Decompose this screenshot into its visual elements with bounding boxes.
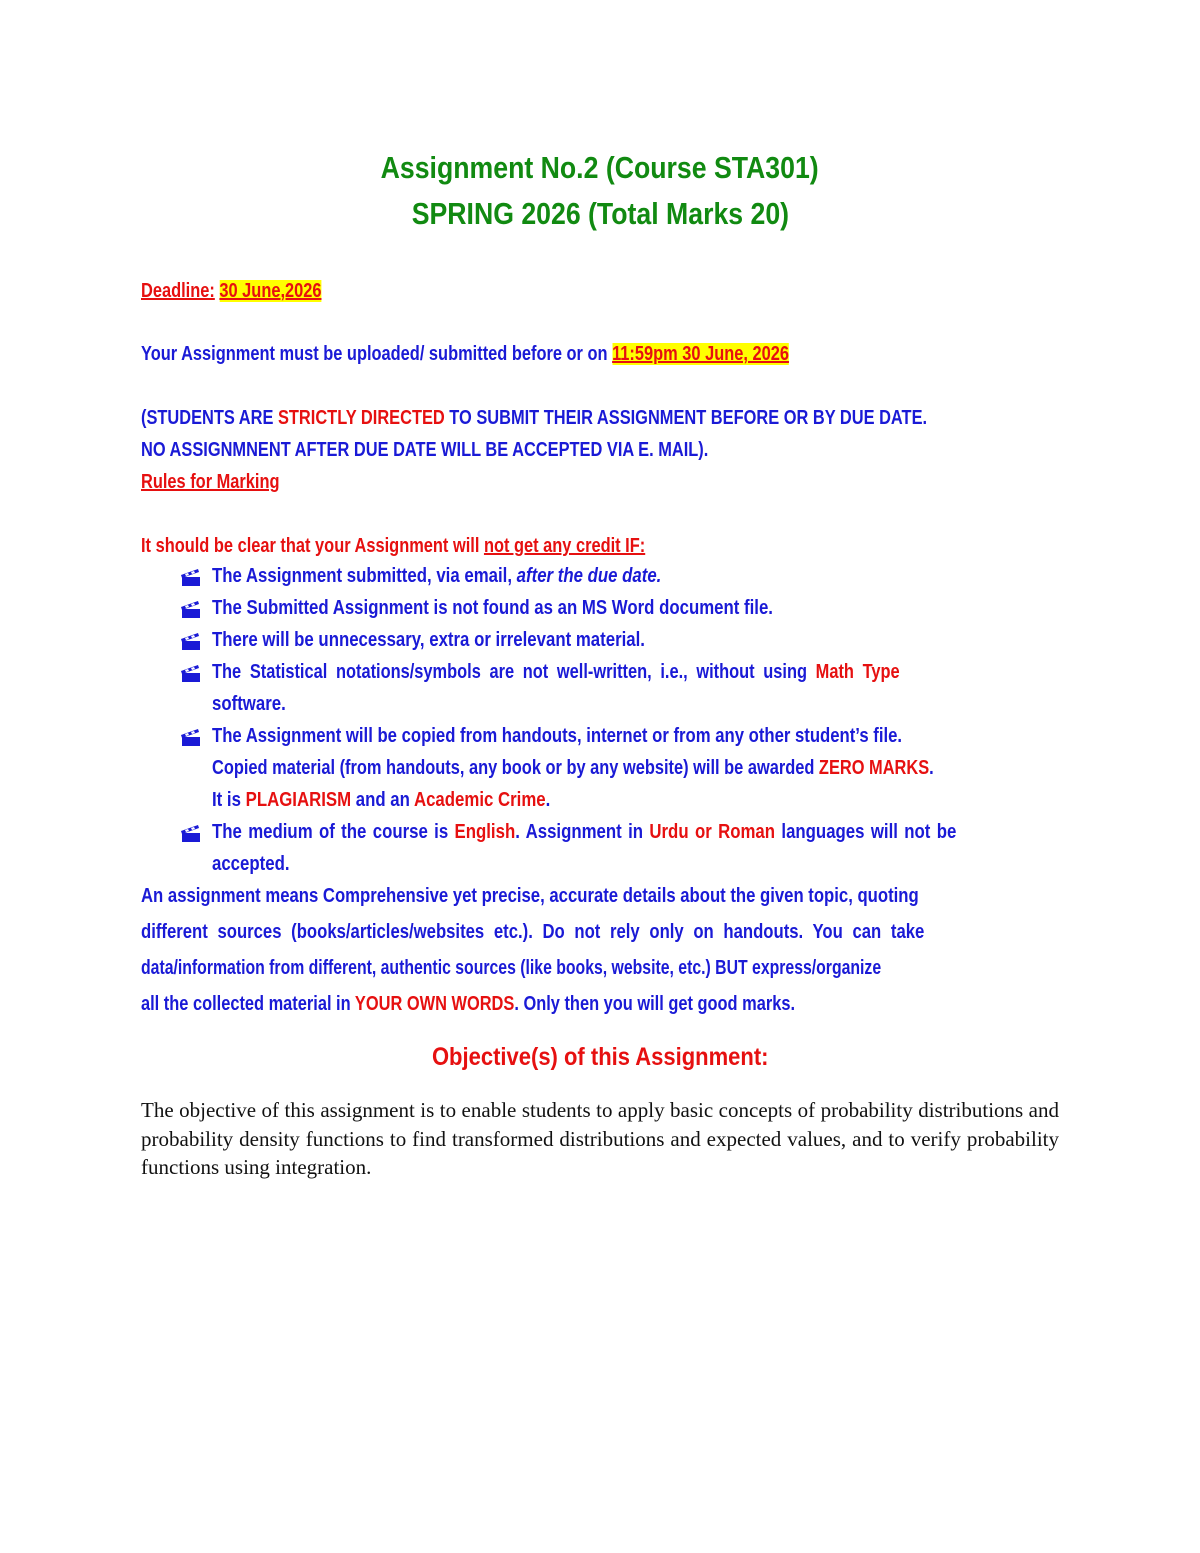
bullet-5-itis: It is — [212, 789, 241, 811]
bullet-6-roman: Roman — [718, 821, 776, 843]
directive-part1: (STUDENTS ARE — [141, 407, 274, 429]
assignment-subtitle: SPRING 2026 (Total Marks 20) — [411, 196, 789, 231]
rules-heading: Rules for Marking — [141, 471, 280, 493]
bullet-4-math: Math — [815, 661, 854, 683]
directive-directed: DIRECTED — [360, 407, 445, 429]
clapperboard-icon — [180, 664, 202, 684]
directive-strictly: STRICTLY — [277, 407, 357, 429]
bullet-6-mid: . Assignment in — [515, 821, 644, 843]
deadline-label: Deadline: — [141, 280, 215, 302]
directive-part2: TO SUBMIT THEIR ASSIGNMENT BEFORE OR BY DUE DATE. — [449, 407, 928, 429]
bullet-3: There will be unnecessary, extra or irrelevant material. — [212, 629, 645, 651]
bullet-5-line3 — [212, 789, 550, 812]
bullet-2: The Submitted Assignment is not found as an MS Word document file. — [212, 597, 773, 619]
bullet-5-zero-marks: ZERO MARKS — [818, 757, 930, 779]
deadline-line — [141, 280, 322, 303]
paragraph-line-3: data/information from different, authentic sources (like books, website, etc.) BUT express/organize — [141, 957, 882, 979]
bullet-1-text: The Assignment submitted, via email, — [212, 565, 512, 587]
upload-line — [141, 343, 789, 366]
paragraph-line-4-start: all the collected material in — [141, 993, 351, 1015]
bullet-4-type: Type — [862, 661, 900, 683]
clapperboard-icon — [180, 568, 202, 588]
bullet-6-or: or — [694, 821, 712, 843]
paragraph-line-1: An assignment means Comprehensive yet precise, accurate details about the given topic, quoting — [141, 885, 919, 907]
paragraph-line-2: different sources (books/articles/websites etc.). Do not rely only on handouts. You can take — [141, 921, 925, 943]
bullet-4 — [212, 661, 900, 684]
bullet-6-line2: accepted. — [212, 853, 290, 875]
credit-underlined: not get any credit IF: — [483, 535, 646, 557]
bullet-5-line2 — [212, 757, 934, 780]
bullet-6-text: The medium of the course is — [212, 821, 449, 843]
bullet-1 — [212, 565, 661, 588]
objective-text: The objective of this assignment is to enable students to apply basic concepts of probability distributions and probability density functions to find transformed distributions and expected values, and to verify probability functions using integration. — [141, 1098, 1059, 1179]
directive-line-1 — [141, 407, 927, 430]
bullet-6 — [212, 821, 956, 844]
clapperboard-icon — [180, 728, 202, 748]
bullet-5-period: . — [929, 757, 934, 779]
bullet-5-crime: Academic Crime — [413, 789, 546, 811]
bullet-6-urdu: Urdu — [649, 821, 689, 843]
clapperboard-icon — [180, 600, 202, 620]
objective-heading: Objective(s) of this Assignment: — [431, 1043, 769, 1071]
bullet-6-end: languages will not be — [781, 821, 957, 843]
bullet-1-italic: after the due date. — [516, 565, 662, 587]
bullet-5-and: and an — [355, 789, 410, 811]
bullet-4-text: The Statistical notations/symbols are not well-written, i.e., without using — [212, 661, 808, 683]
paragraph-line-4-end: . Only then you will get good marks. — [514, 993, 796, 1015]
bullet-6-english: English — [454, 821, 516, 843]
bullet-4-line2: software. — [212, 693, 286, 715]
upload-text: Your Assignment must be uploaded/ submitted before or on — [141, 343, 608, 365]
upload-time: 11:59pm 30 June, 2026 — [612, 343, 789, 365]
deadline-date: 30 June,2026 — [219, 280, 322, 302]
bullet-5-copied: Copied material (from handouts, any book or by any website) will be awarded — [212, 757, 815, 779]
directive-line-2: NO ASSIGNMNENT AFTER DUE DATE WILL BE ACCEPTED VIA E. MAIL). — [141, 439, 709, 461]
credit-line — [141, 535, 645, 558]
clapperboard-icon — [180, 632, 202, 652]
bullet-5: The Assignment will be copied from handouts, internet or from any other student’s file. — [212, 725, 903, 747]
credit-text: It should be clear that your Assignment will — [141, 535, 480, 557]
bullet-5-end: . — [545, 789, 551, 811]
paragraph-line-4 — [141, 993, 795, 1016]
clapperboard-icon — [180, 824, 202, 844]
paragraph-own-words: YOUR OWN WORDS — [354, 993, 515, 1015]
bullet-5-plagiarism: PLAGIARISM — [245, 789, 352, 811]
assignment-title: Assignment No.2 (Course STA301) — [380, 150, 820, 185]
